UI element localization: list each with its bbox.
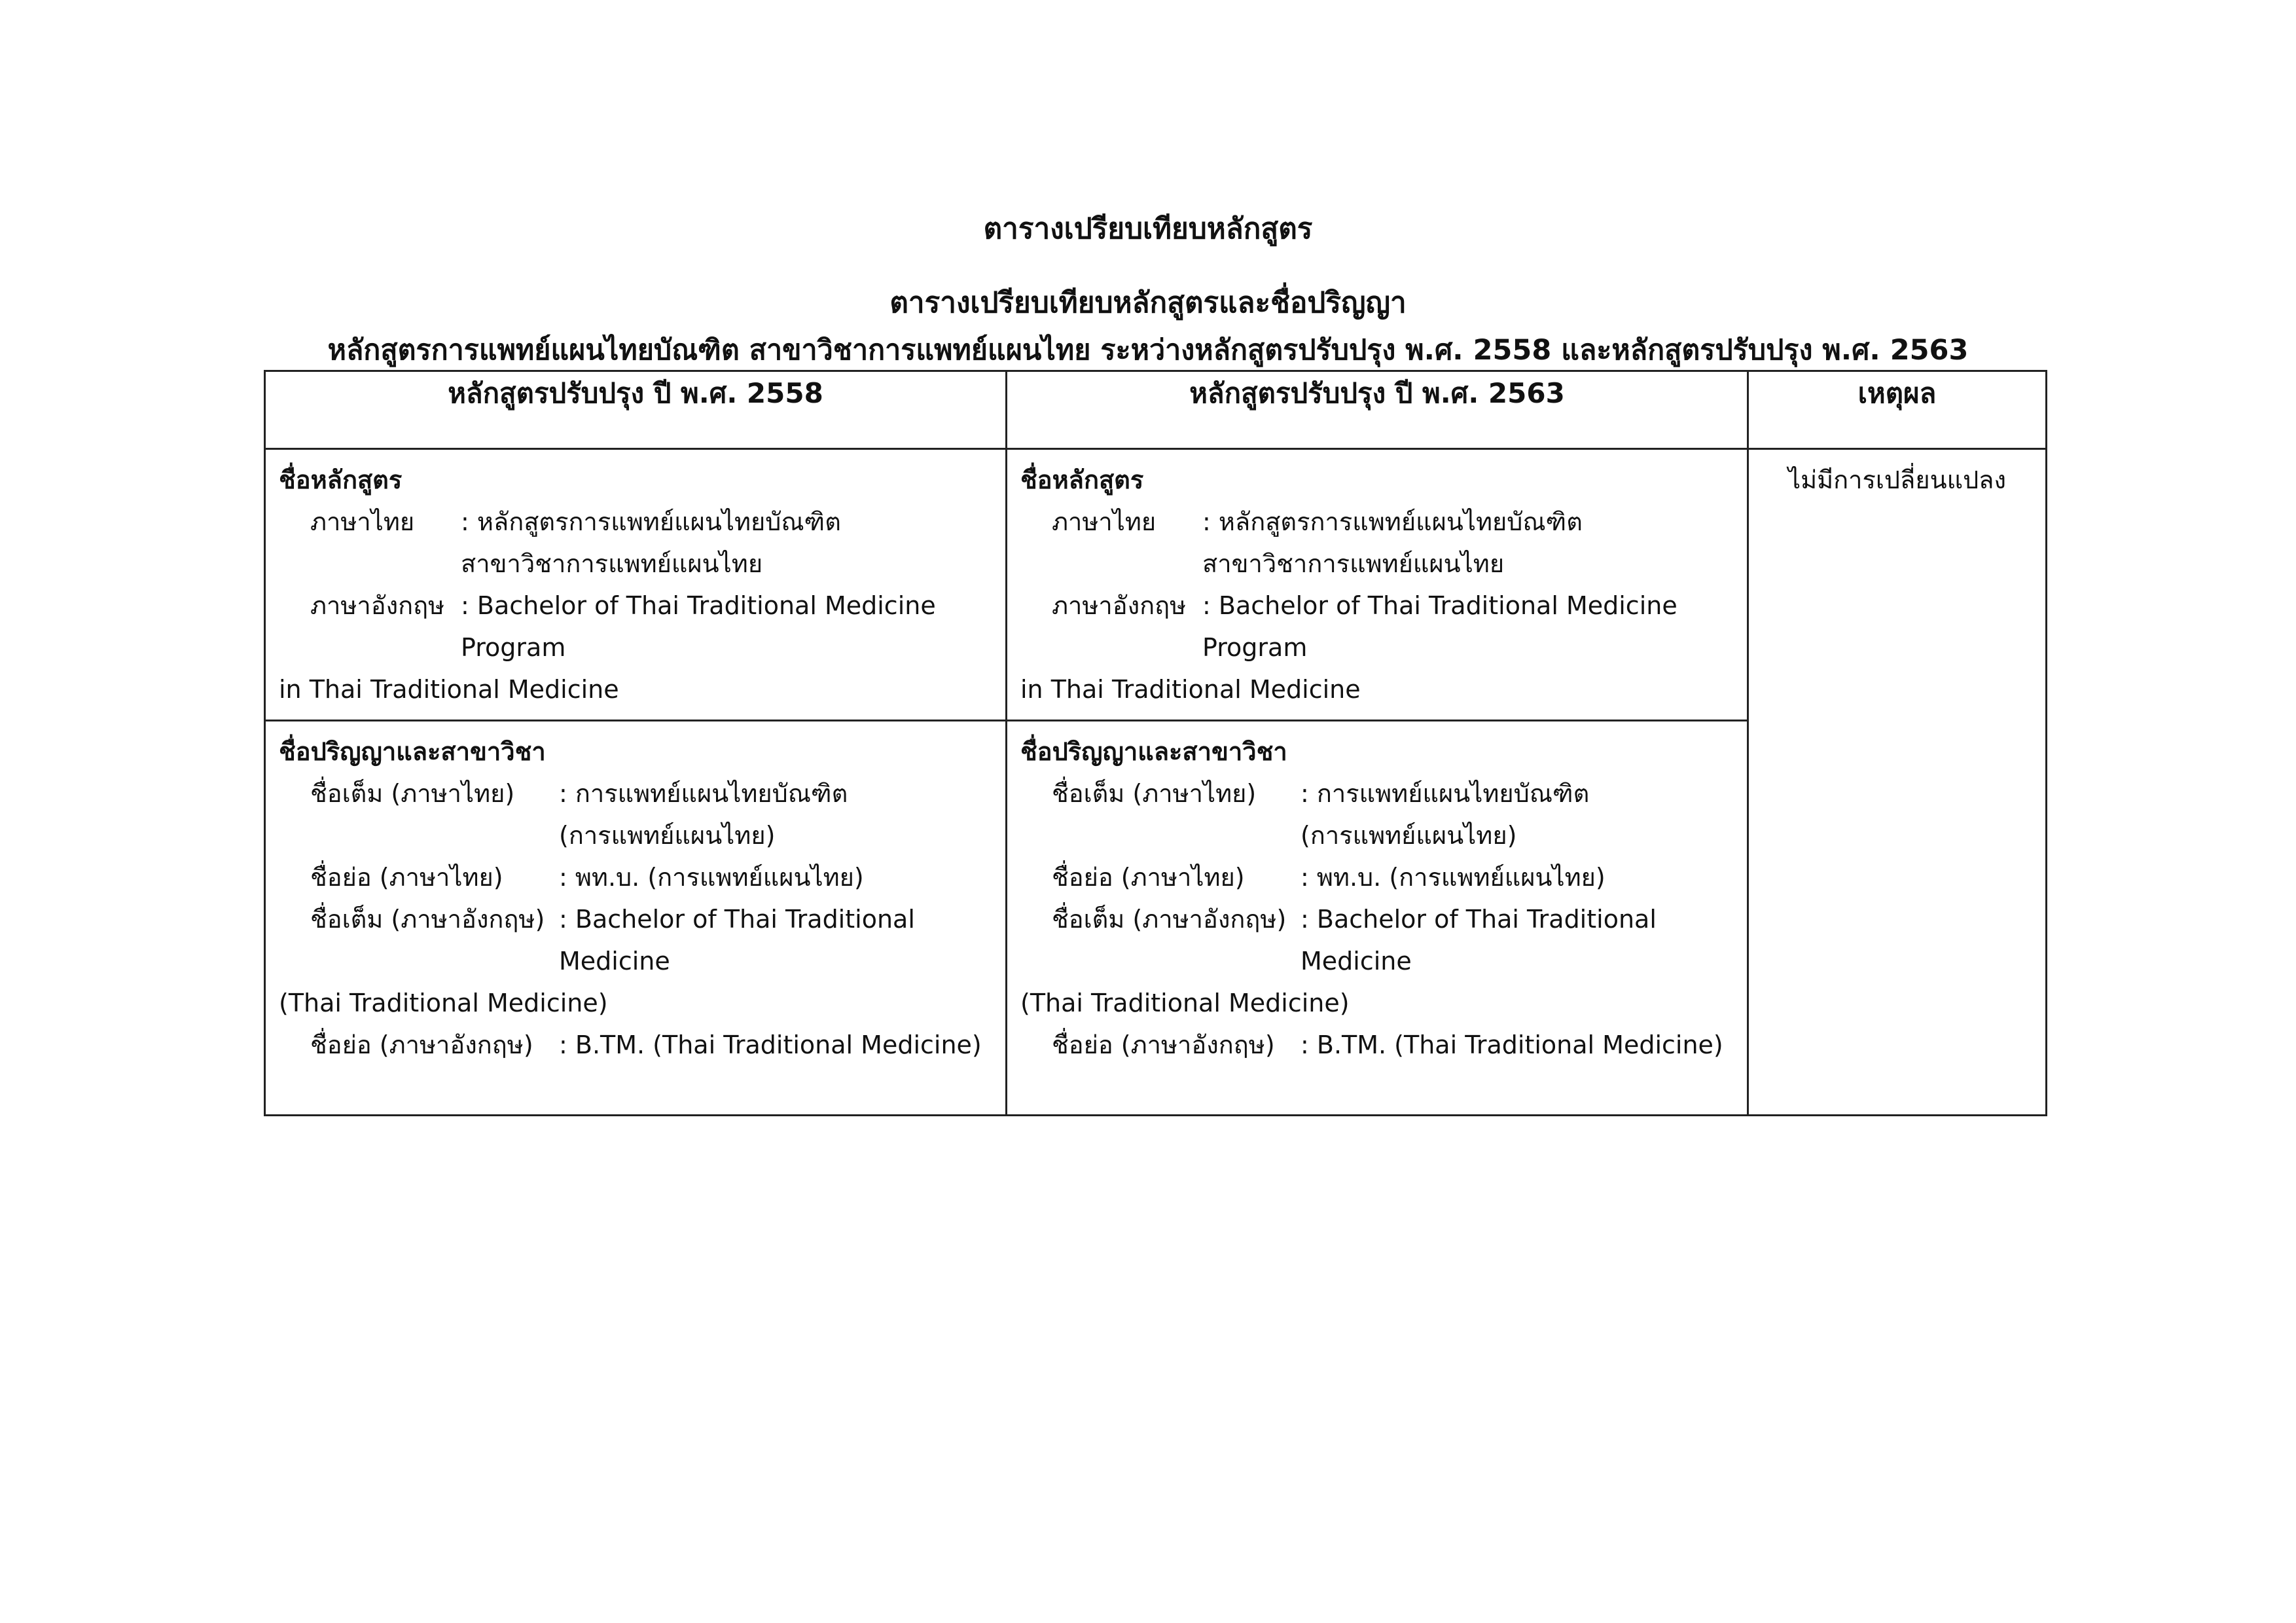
cell-reason — [1748, 449, 2047, 1116]
page-title: ตารางเปรียบเทียบหลักสูตร — [983, 212, 1313, 246]
header-reason: เหตุผล — [1748, 371, 2047, 449]
table-header-row — [265, 371, 2047, 449]
full-en-value: : Bachelor of Thai Traditional Medicine — [1300, 905, 1657, 976]
thai-label: ภาษาไทย — [310, 507, 415, 536]
abbr-th-value: : พท.บ. (การแพทย์แผนไทย) — [1300, 863, 1605, 892]
abbr-en-value: : B.TM. (Thai Traditional Medicine) — [1300, 1030, 1723, 1059]
full-en-label: ชื่อเต็ม (ภาษาอังกฤษ) — [1052, 905, 1287, 934]
program-name-heading: ชื่อหลักสูตร — [279, 465, 403, 494]
full-th-value-cont: (การแพทย์แผนไทย) — [1300, 821, 1517, 850]
page-subtitle: ตารางเปรียบเทียบหลักสูตรและชื่อปริญญา — [889, 286, 1407, 319]
full-th-label: ชื่อเต็ม (ภาษาไทย) — [310, 779, 515, 808]
eng-value: : Bachelor of Thai Traditional Medicine Program — [1202, 591, 1677, 662]
table-row-program-name — [265, 449, 2047, 721]
full-en-label: ชื่อเต็ม (ภาษาอังกฤษ) — [310, 905, 545, 934]
thai-value: : หลักสูตรการแพทย์แผนไทยบัณฑิต — [461, 507, 841, 536]
eng-label: ภาษาอังกฤษ — [1052, 591, 1187, 620]
thai-value-cont: สาขาวิชาการแพทย์แผนไทย — [461, 549, 763, 578]
abbr-th-label: ชื่อย่อ (ภาษาไทย) — [1052, 863, 1245, 892]
cell-program-name-2563 — [1007, 449, 1748, 721]
cell-program-name-2558 — [265, 449, 1007, 721]
comparison-table — [264, 370, 2047, 1116]
full-en-value-cont: (Thai Traditional Medicine) — [1020, 989, 1350, 1017]
full-th-label: ชื่อเต็ม (ภาษาไทย) — [1052, 779, 1257, 808]
eng-value: : Bachelor of Thai Traditional Medicine Program — [461, 591, 936, 662]
reason-text: ไม่มีการเปลี่ยนแปลง — [1787, 465, 2007, 494]
program-name-heading: ชื่อหลักสูตร — [1020, 465, 1144, 494]
header-2558: หลักสูตรปรับปรุง ปี พ.ศ. 2558 — [265, 371, 1007, 449]
abbr-th-value: : พท.บ. (การแพทย์แผนไทย) — [559, 863, 864, 892]
cell-degree-2558 — [265, 721, 1007, 1116]
abbr-th-label: ชื่อย่อ (ภาษาไทย) — [310, 863, 503, 892]
full-en-value: : Bachelor of Thai Traditional Medicine — [559, 905, 915, 976]
full-th-value: : การแพทย์แผนไทยบัณฑิต — [559, 779, 848, 808]
eng-value-cont: in Thai Traditional Medicine — [279, 675, 619, 704]
thai-value-cont: สาขาวิชาการแพทย์แผนไทย — [1202, 549, 1505, 578]
full-en-value-cont: (Thai Traditional Medicine) — [279, 989, 608, 1017]
degree-heading: ชื่อปริญญาและสาขาวิชา — [1020, 737, 1287, 766]
abbr-en-label: ชื่อย่อ (ภาษาอังกฤษ) — [310, 1030, 533, 1059]
thai-value: : หลักสูตรการแพทย์แผนไทยบัณฑิต — [1202, 507, 1583, 536]
eng-value-cont: in Thai Traditional Medicine — [1020, 675, 1361, 704]
abbr-en-value: : B.TM. (Thai Traditional Medicine) — [559, 1030, 982, 1059]
header-2563: หลักสูตรปรับปรุง ปี พ.ศ. 2563 — [1007, 371, 1748, 449]
page-subtitle-detail: หลักสูตรการแพทย์แผนไทยบัณฑิต สาขาวิชาการแพทย์แผนไทย ระหว่างหลักสูตรปรับปรุง พ.ศ. 2558 และหลักสูตรปรับปรุง พ.ศ. 2563 — [327, 334, 1969, 367]
full-th-value-cont: (การแพทย์แผนไทย) — [559, 821, 776, 850]
thai-label: ภาษาไทย — [1052, 507, 1157, 536]
cell-degree-2563 — [1007, 721, 1748, 1116]
eng-label: ภาษาอังกฤษ — [310, 591, 445, 620]
abbr-en-label: ชื่อย่อ (ภาษาอังกฤษ) — [1052, 1030, 1275, 1059]
full-th-value: : การแพทย์แผนไทยบัณฑิต — [1300, 779, 1590, 808]
degree-heading: ชื่อปริญญาและสาขาวิชา — [279, 737, 546, 766]
